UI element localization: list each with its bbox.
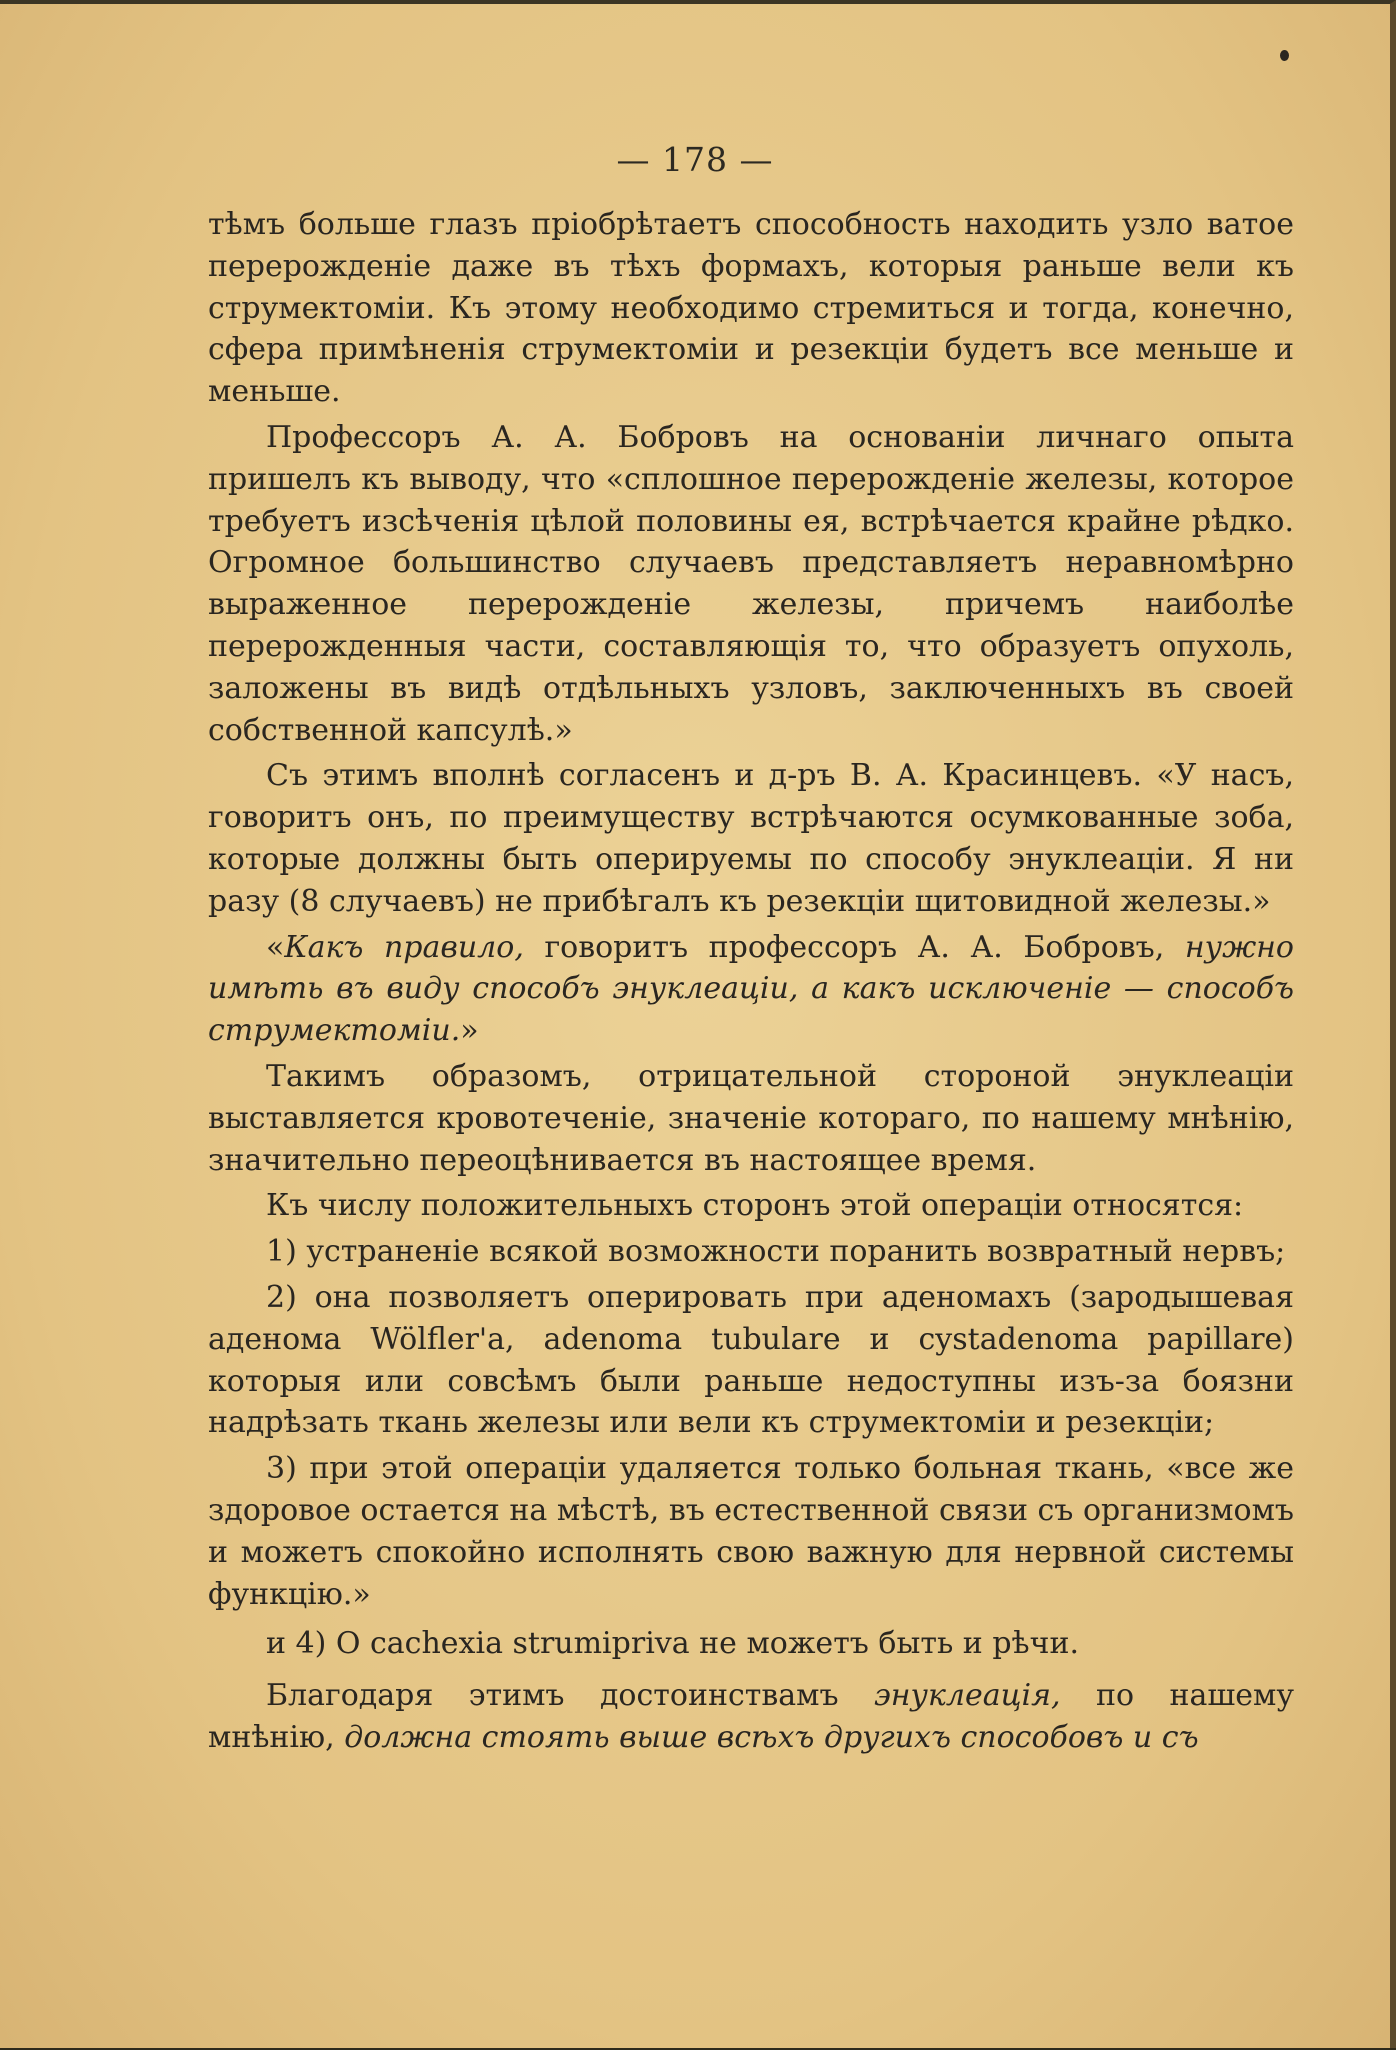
- page-body: [208, 204, 1294, 1763]
- page-number: — 178 —: [616, 140, 774, 179]
- paragraph-6: Къ числу положительныхъ сторонъ этой операціи относятся:: [266, 1188, 1244, 1224]
- ink-dot: [1280, 50, 1289, 61]
- quote-open: «: [266, 929, 285, 965]
- normal-phrase-3: по нашему мнѣнію,: [208, 1678, 1294, 1755]
- italic-phrase-3: энуклеація,: [873, 1678, 1061, 1714]
- italic-phrase-2: нужно имѣть въ виду способъ энуклеаціи, а какъ исключеніе — способъ струмектоміи.: [208, 929, 1294, 1049]
- italic-phrase-1: Какъ правило,: [284, 929, 524, 965]
- italic-phrase-4: должна стоять выше всѣхъ другихъ способовъ и съ: [344, 1719, 1199, 1755]
- paragraph-4: [208, 927, 1294, 1052]
- normal-phrase-2: Благодаря этимъ достоинствамъ: [266, 1678, 874, 1714]
- paragraph-5: Такимъ образомъ, отрицательной стороной энуклеаціи выставляется кровотеченіе, значеніе котораго, по нашему мнѣнію, значительно переоцѣнивается въ настоящее время.: [208, 1058, 1294, 1178]
- quote-close: »: [460, 1013, 479, 1049]
- list-item-3: 3) при этой операціи удаляется только больная ткань, «все же здоровое остается на мѣстѣ, въ естественной связи съ организмомъ и можетъ спокойно исполнять свою важную для нервной системы функцію.»: [208, 1451, 1294, 1612]
- paragraph-3: Съ этимъ вполнѣ согласенъ и д-ръ В. А. Красинцевъ. «У насъ, говоритъ онъ, по преимуществу встрѣчаются осумкованные зоба, которые должны быть оперируемы по способу энуклеаціи. Я ни разу (8 случаевъ) не прибѣгалъ къ резекціи щитовидной железы.»: [208, 758, 1294, 919]
- paragraph-2: Профессоръ А. А. Бобровъ на основаніи личнаго опыта пришелъ къ выводу, что «сплошное перерожденіе железы, которое требуетъ изсѣченія цѣлой половины ея, встрѣчается крайне рѣдко. Огромное большинство случаевъ представляетъ неравномѣрно выраженное перерожденіе железы, причемъ наиболѣе перерожденныя части, составляющія то, что образуетъ опухоль, заложены въ видѣ отдѣльныхъ узловъ, заключенныхъ въ своей собственной капсулѣ.»: [208, 419, 1294, 748]
- paragraph-1: тѣмъ больше глазъ пріобрѣтаетъ способность находить узло ватое перерожденіе даже въ тѣхъ формахъ, которыя раньше вели къ струмектоміи. Къ этому необходимо стремиться и тогда, конечно, сфера примѣненія струмектоміи и резекціи будетъ все меньше и меньше.: [208, 207, 1294, 410]
- normal-phrase-1: говоритъ профессоръ А. А. Бобровъ,: [523, 929, 1185, 965]
- paragraph-conclusion: [208, 1675, 1294, 1759]
- list-item-2: 2) она позволяетъ оперировать при аденомахъ (зародышевая аденома Wölfler'a, adenoma tubulare и cystadenoma papillare) которыя или совсѣмъ были раньше недоступны изъ-за боязни надрѣзать ткань железы или вели къ струмектоміи и резекціи;: [208, 1279, 1294, 1441]
- list-item-1: 1) устраненіе всякой возможности поранить возвратный нервъ;: [266, 1234, 1286, 1270]
- list-item-4: и 4) О cachexia strumipriva не можетъ быть и рѣчи.: [266, 1626, 1080, 1662]
